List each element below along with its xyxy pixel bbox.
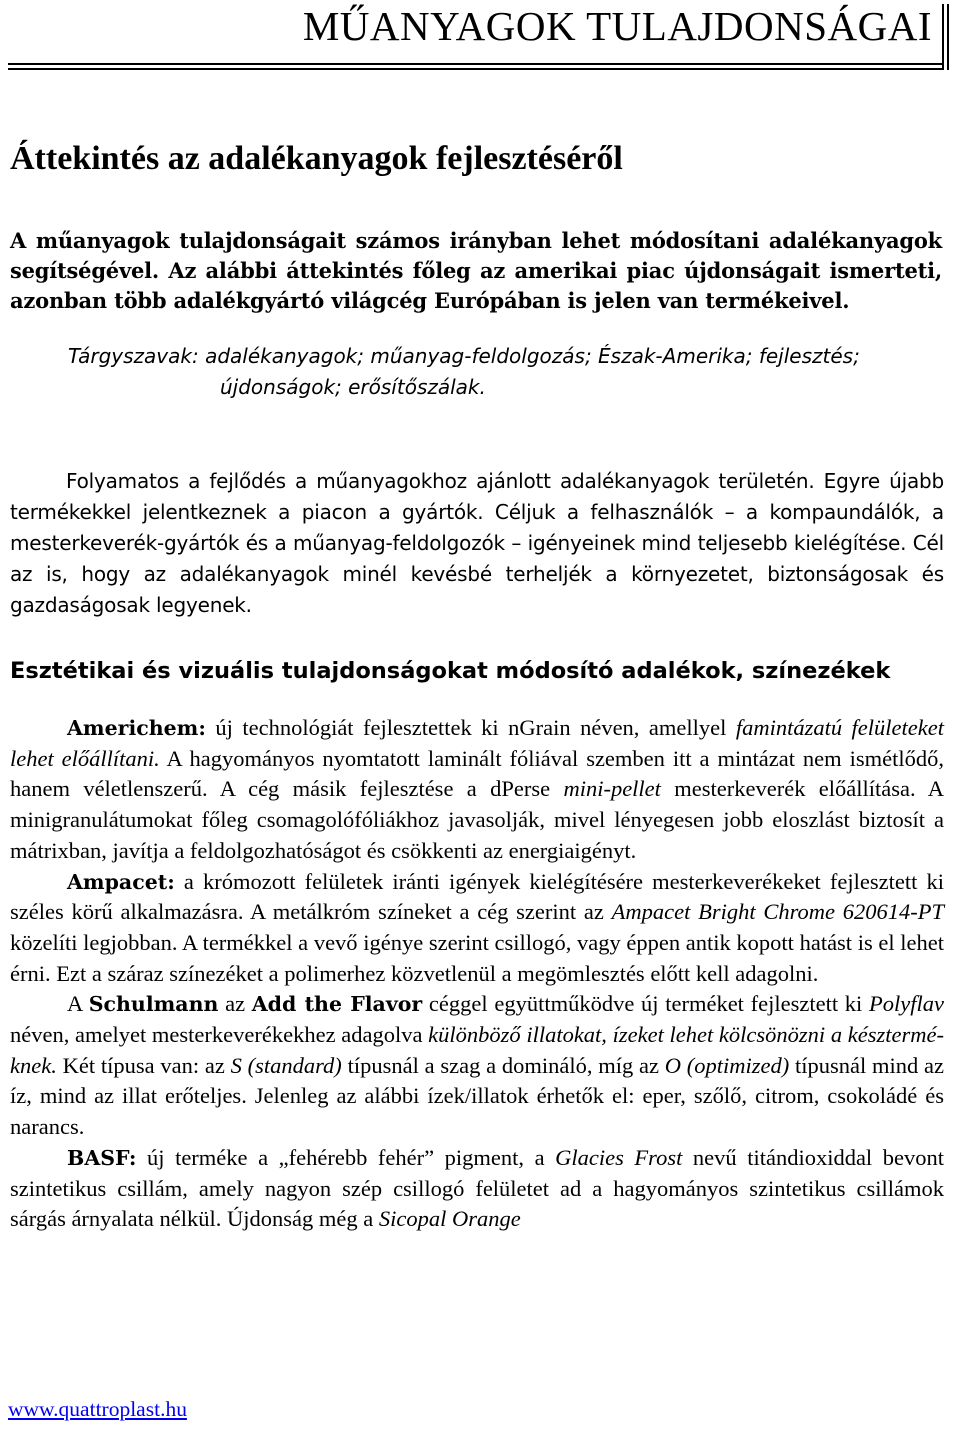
emphasis: különböző illatokat, ízeket lehet kölcsönözni a készterméknek. bbox=[10, 1022, 944, 1078]
company-name: Add the Flavor bbox=[251, 992, 423, 1017]
website-link[interactable]: www.quattroplast.hu bbox=[8, 1397, 187, 1421]
text: A bbox=[67, 991, 89, 1017]
text: néven, amelyet mesterkeverékekhez adagolva bbox=[10, 1022, 429, 1048]
company-name: Schulmann bbox=[88, 992, 219, 1017]
article-intro: A műanyagok tulajdonságait számos irányban lehet módosítani adalékanyagok segítségével. Az alábbi áttekintés főleg az amerikai piac újdonságait ismerteti, azonban több adalékgyártó világcég Európában is jelen van termékeivel. bbox=[10, 228, 942, 313]
emphasis: Glacies Frost bbox=[555, 1144, 683, 1170]
header-vertical-rule-double bbox=[947, 4, 949, 70]
emphasis: S (standard) bbox=[230, 1052, 342, 1078]
text: néven, amellyel bbox=[570, 715, 736, 740]
brand-name: dPerse bbox=[490, 776, 551, 802]
text: típusnál a szag a domináló, míg az bbox=[341, 1052, 665, 1078]
text: típusnál mind az íz, mind az illat erőteljes. Jelenleg az alábbi ízek/illatok érhetők el: eper, szőlő, citrom, csokoládé és narancs. bbox=[10, 1052, 945, 1140]
text: az bbox=[218, 991, 252, 1017]
header-rule bbox=[8, 63, 944, 65]
article-title: Áttekintés az adalékanyagok fejlesztéséről bbox=[10, 140, 623, 177]
section-body bbox=[10, 713, 944, 1235]
emphasis: Polyflav bbox=[869, 991, 944, 1017]
header-rule-double bbox=[8, 68, 944, 70]
text: céggel együttműködve új terméket fejlesztett ki bbox=[422, 991, 869, 1017]
text: a krómozott felületek iránti igények kielégítésére mesterkeverékeket fejlesztett ki széles körű alkalmazásra. A metálkróm színeket a cég szerint az bbox=[10, 868, 944, 925]
keywords bbox=[68, 341, 948, 403]
text: új terméke a „fehérebb fehér” pigment, a bbox=[136, 1144, 556, 1170]
text: Két típusa van: az bbox=[56, 1052, 231, 1078]
header-vertical-rule bbox=[942, 4, 944, 70]
emphasis: O (optimized) bbox=[664, 1052, 790, 1078]
paragraph-ampacet bbox=[10, 867, 944, 990]
keywords-line-1: Tárgyszavak: adalékanyagok; műanyag-feldolgozás; Észak-Amerika; fejlesztés; bbox=[68, 344, 860, 368]
company-name: Americhem: bbox=[67, 716, 206, 740]
brand-name: nGrain bbox=[508, 715, 571, 740]
emphasis: Sicopal Orange bbox=[378, 1206, 521, 1232]
company-name: Ampacet: bbox=[67, 869, 175, 894]
emphasis: Ampacet Bright Chrome 620614-PT bbox=[611, 899, 945, 925]
paragraph-americhem bbox=[10, 713, 944, 867]
keywords-line-2: újdonságok; erősítőszálak. bbox=[220, 375, 486, 399]
emphasis: famintázatú felületeket lehet előállítani. bbox=[10, 715, 944, 771]
lead-paragraph: Folyamatos a fejlődés a műanyagokhoz ajánlott adalékanyagok területén. Egyre újabb termékekkel jelentkeznek a piacon a gyártók. Céljuk a felhasználók – a kompaundálók, a mesterkeverék-gyártók és a műanyag-feldolgozók – igényeinek mind teljesebb kielégítése. Cél az is, hogy az adalékanyagok minél kevésbé terheljék a környezetet, biztonságosak és gazdaságosak legyenek. bbox=[10, 469, 944, 617]
header-title: MŰANYAGOK TULAJDONSÁGAI bbox=[302, 3, 932, 49]
paragraph-schulmann bbox=[10, 989, 944, 1143]
paragraph-basf bbox=[10, 1143, 944, 1235]
text: közelíti legjobban. A termékkel a vevő igénye szerint csillogó, vagy éppen antik kopott hatást is el lehet érni. Ezt a száraz színezéket a polimerhez közvetlenül a megömlesztés előtt kell adagolni. bbox=[10, 929, 944, 986]
section-heading: Esztétikai és vizuális tulajdonságokat módosító adalékok, színezékek bbox=[10, 658, 891, 684]
text: A hagyományos nyomtatott laminált fóliával szemben itt a mintázat nem ismétlődő, hanem véletlenszerű. A cég másik fejlesztése a bbox=[10, 745, 944, 802]
text: mesterkeverék előállítása. A minigranulátumokat főleg csomagolófóliákhoz javasolják, mivel lényegesen jobb eloszlást biztosít a mátrixban, javítja a feldolgozhatóságot és csökkenti az energiaigényt. bbox=[10, 776, 944, 863]
company-name: BASF: bbox=[67, 1145, 137, 1170]
emphasis: mini-pellet bbox=[550, 776, 661, 802]
text: nevű titándioxiddal bevont szintetikus csillám, amely nagyon szép csillogó felületet ad a hagyományos szintetikus csillámok sárgás árnyalata nélkül. Újdonság még a bbox=[10, 1144, 944, 1232]
text: új technológiát fejlesztettek ki bbox=[205, 715, 509, 740]
